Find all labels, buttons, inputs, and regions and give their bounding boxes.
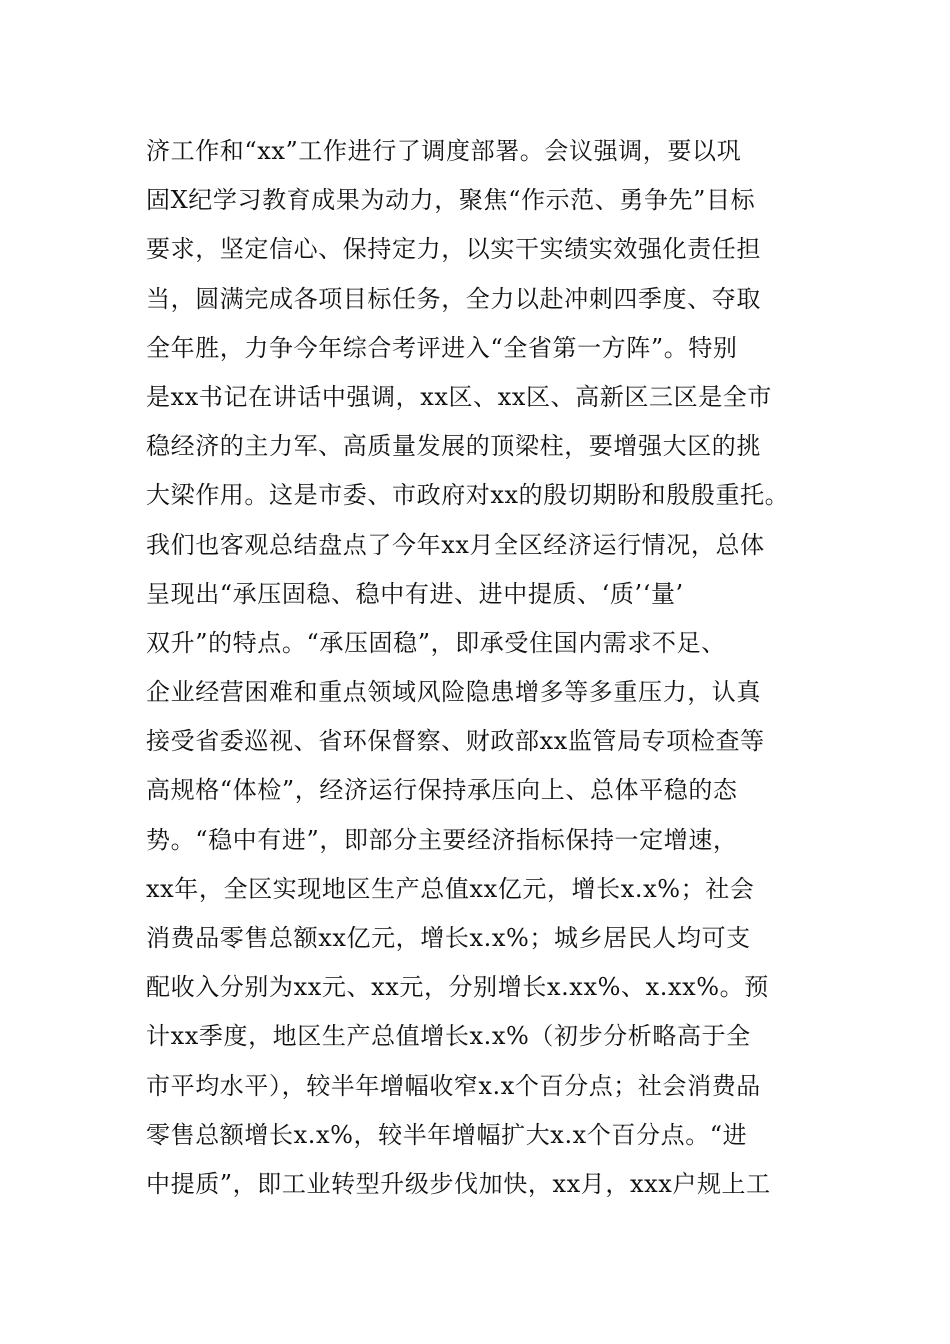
text-line: 市平均水平），较半年增幅收窄x.x个百分点；社会消费品 [146,1071,761,1100]
body-paragraph [146,127,816,1209]
text-line: 济工作和“xx”工作进行了调度部署。会议强调，要以巩 [146,137,742,165]
text-line: 我们也客观总结盘点了今年xx月全区经济运行情况，总体 [146,530,765,559]
text-line: 势。“稳中有进”，即部分主要经济指标保持一定增速， [146,825,738,854]
text-line: xx年，全区实现地区生产总值xx亿元，增长x.x%；社会 [146,874,755,903]
text-line: 全年胜，力争今年综合考评进入“全省第一方阵”。特别 [146,333,738,362]
text-line: 零售总额增长x.x%，较半年增幅扩大x.x个百分点。“进 [146,1120,748,1149]
text-line: 中提质”，即工业转型升级步伐加快，xx月，xxx户规上工 [146,1169,771,1198]
text-line: 企业经营困难和重点领域风险隐患增多等多重压力，认真 [146,678,761,707]
text-line: 配收入分别为xx元、xx元，分别增长x.xx%、x.xx%。预 [146,973,769,1002]
text-line: 大梁作用。这是市委、市政府对xx的殷切期盼和殷殷重托。 [146,481,790,510]
text-line: 当，圆满完成各项目标任务，全力以赴冲刺四季度、夺取 [146,284,761,313]
text-line: 接受省委巡视、省环保督察、财政部xx监管局专项检查等 [146,727,765,756]
text-line: 稳经济的主力军、高质量发展的顶梁柱，要增强大区的挑 [146,432,761,461]
text-line: 计xx季度，地区生产总值增长x.x%（初步分析略高于全 [146,1022,751,1051]
text-line: 要求，坚定信心、保持定力，以实干实绩实效强化责任担 [146,235,761,264]
text-line: 双升”的特点。“承压固稳”，即承受住国内需求不足、 [146,628,726,657]
text-line: 高规格“体检”，经济运行保持承压向上、总体平稳的态 [146,776,738,805]
text-line: 是xx书记在讲话中强调，xx区、xx区、高新区三区是全市 [146,382,773,411]
text-line: 消费品零售总额xx亿元，增长x.x%；城乡居民人均可支 [146,924,751,952]
text-line: 固X纪学习教育成果为动力，聚焦“作示范、勇争先”目标 [146,186,756,215]
text-line: 呈现出“承压固稳、稳中有进、进中提质、‘质’‘量’ [146,579,684,608]
